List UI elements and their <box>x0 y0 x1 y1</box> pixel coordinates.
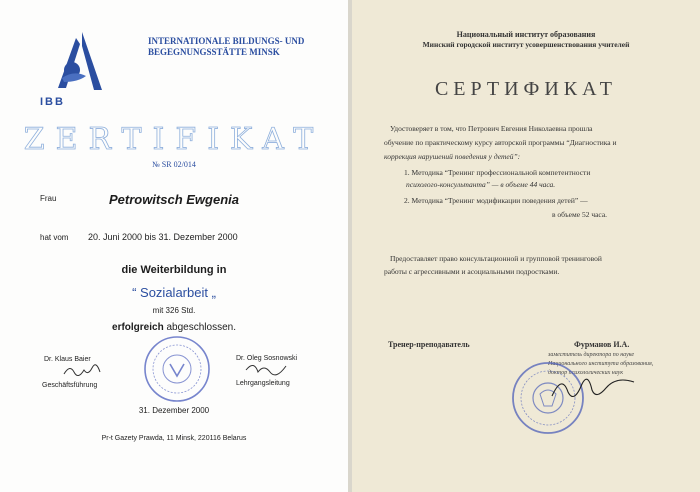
organization-address: Pr-t Gazety Prawda, 11 Minsk, 220116 Belarus <box>101 435 247 442</box>
logo-text: IBB <box>40 96 65 108</box>
round-stamp-icon <box>142 334 212 404</box>
body-item2-line2: в объеме 52 часа. <box>552 210 608 219</box>
signature2-icon <box>244 360 288 378</box>
signatory1-name: Dr. Klaus Baier <box>44 356 91 363</box>
signatory1-role: Geschäftsführung <box>42 382 98 389</box>
institute-line1: Национальный институт образования <box>456 30 596 39</box>
training-line: die Weiterbildung in <box>121 264 227 276</box>
training-dates: 20. Juni 2000 bis 31. Dezember 2000 <box>88 232 238 242</box>
recipient-name: Petrowitsch Ewgenia <box>108 192 240 207</box>
trainer-role: Тренер-преподаватель <box>388 340 470 349</box>
completion-statement <box>0 322 348 333</box>
signature1-icon <box>62 362 102 380</box>
signature-ru-icon <box>548 370 638 410</box>
certificate-number: № SR 02/014 <box>152 160 196 169</box>
certificate-title-ru: СЕРТИФИКАТ <box>434 78 618 100</box>
completion-rest: abgeschlossen. <box>163 322 236 333</box>
organization-name-line2: BEGEGNUNGSSTÄTTE MINSK <box>148 47 280 57</box>
signatory2-role: Lehrgangsleitung <box>236 380 290 387</box>
training-subject: “ Sozialarbeit „ <box>132 285 216 300</box>
signer-title-line2: Национального института образования, <box>548 361 654 367</box>
completion-bold: erfolgreich <box>112 322 164 333</box>
rights-line-1: Предоставляет право консультационной и групповой тренинговой <box>390 254 602 263</box>
signatory2-name: Dr. Oleg Sosnowski <box>236 355 298 362</box>
german-certificate <box>0 0 348 492</box>
rights-line-2: работы с агрессивными и асоциальными подростками. <box>384 267 560 276</box>
body-item1-line1: 1. Методика “Тренинг профессиональной компетентности <box>404 168 591 177</box>
body-line-2: обучение по практическому курсу авторской программы “Диагностика и <box>384 138 617 147</box>
organization-name-line1: INTERNATIONALE BILDUNGS- UND <box>148 36 305 46</box>
body-item2-line1: 2. Методика “Тренинг модификации поведения детей” — <box>404 196 588 205</box>
body-line-3: коррекция нарушений поведения у детей”: <box>384 152 521 161</box>
label-frau: Frau <box>40 194 57 203</box>
institute-line2: Минский городской институт усовершенствования учителей <box>422 40 630 49</box>
certificate-title: ZERTIFIKAT <box>23 122 325 157</box>
signer-name: Фурманов И.А. <box>574 340 630 349</box>
signer-title-line1: заместитель директора по науке <box>548 352 635 358</box>
body-item1-line2: психолого-консультанта” — в объеме 44 часа. <box>406 180 556 189</box>
label-hat-vom: hat vom <box>40 233 69 242</box>
ibb-logo-icon <box>52 30 112 92</box>
issue-date: 31. Dezember 2000 <box>138 406 210 415</box>
russian-certificate <box>352 0 700 492</box>
training-hours: mit 326 Std. <box>152 306 196 315</box>
signer-title-line3: доктор психологических наук <box>548 370 624 376</box>
body-line-1: Удостоверяет в том, что Петрович Евгения Николаевна прошла <box>390 124 593 133</box>
